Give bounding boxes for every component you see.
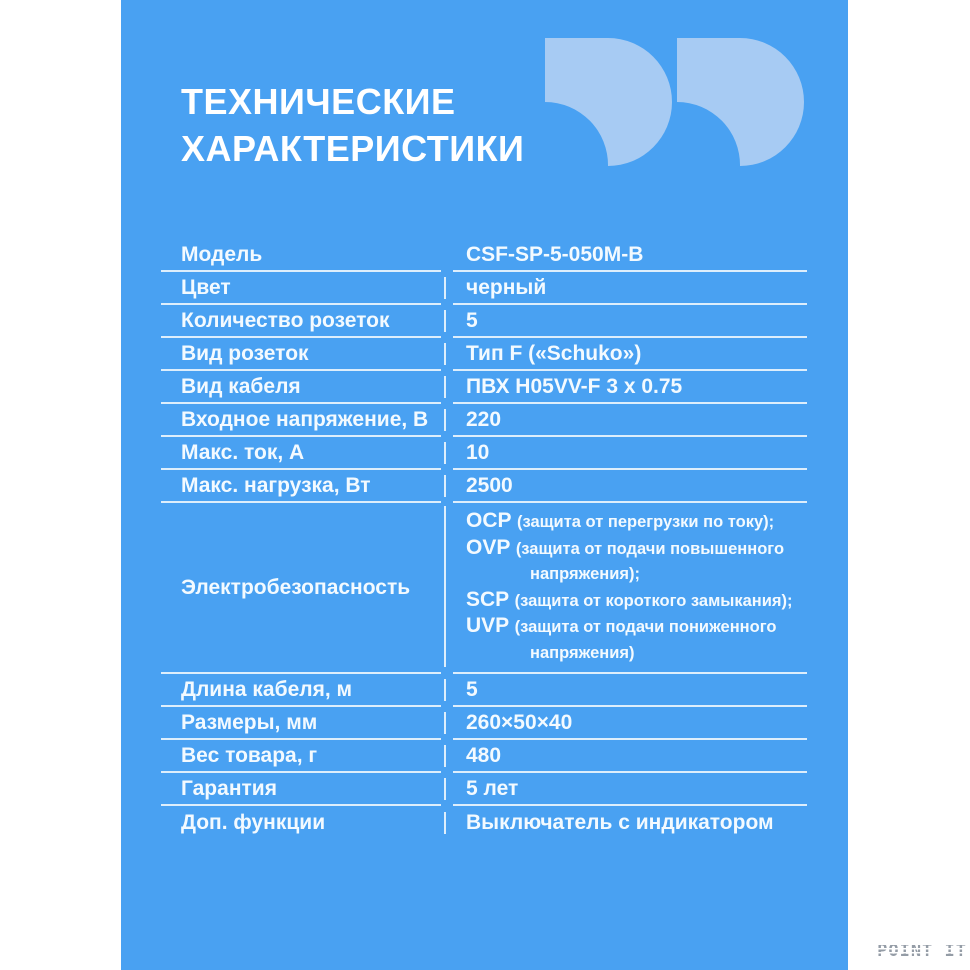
row-value xyxy=(453,707,807,740)
protection-item xyxy=(466,588,807,614)
quote-mark-icon xyxy=(677,38,804,167)
table-row xyxy=(161,674,807,707)
row-value-text: Тип F («Schuko») xyxy=(466,341,642,365)
protection-item xyxy=(466,509,807,535)
row-value-text: 5 лет xyxy=(466,776,519,800)
column-separator-line xyxy=(444,506,446,667)
row-value xyxy=(453,338,807,371)
row-value xyxy=(453,773,807,806)
table-row xyxy=(161,239,807,272)
row-value-text: 480 xyxy=(466,743,502,767)
row-label: Электробезопасность xyxy=(161,503,441,674)
table-row xyxy=(161,503,807,674)
table-row xyxy=(161,437,807,470)
row-label: Доп. функции xyxy=(181,810,326,834)
column-separator-bar xyxy=(444,277,446,299)
row-value-text: Выключатель с индикатором xyxy=(466,810,774,834)
row-value xyxy=(453,437,807,470)
row-value-text: 5 xyxy=(466,677,478,701)
table-row xyxy=(161,338,807,371)
column-separator-bar xyxy=(444,310,446,332)
column-separator-bar xyxy=(444,778,446,800)
row-label: Вид розеток xyxy=(161,338,441,371)
row-label: Модель xyxy=(161,239,441,272)
row-label: Макс. нагрузка, Вт xyxy=(161,470,441,503)
table-row xyxy=(161,773,807,806)
page-title xyxy=(181,78,524,172)
row-label: Входное напряжение, В xyxy=(161,404,441,437)
row-value xyxy=(453,503,807,674)
protection-item xyxy=(466,536,807,587)
protection-code: OCP xyxy=(466,509,517,532)
row-label: Длина кабеля, м xyxy=(161,674,441,707)
table-row xyxy=(161,806,807,839)
column-separator-bar xyxy=(444,376,446,398)
row-value xyxy=(453,470,807,503)
protection-desc: (защита от подачи пониженного напряжения) xyxy=(514,618,777,662)
row-label: Количество розеток xyxy=(161,305,441,338)
protection-code: UVP xyxy=(466,614,515,637)
quote-marks xyxy=(545,38,805,167)
protection-desc: (защита от перегрузки по току); xyxy=(516,513,775,531)
row-value xyxy=(453,305,807,338)
row-value-text: 260×50×40 xyxy=(466,710,573,734)
table-row xyxy=(161,272,807,305)
column-separator-bar xyxy=(444,409,446,431)
protection-code: SCP xyxy=(466,587,515,611)
table-row xyxy=(161,305,807,338)
page-title-line1: ТЕХНИЧЕСКИЕ xyxy=(181,81,456,122)
spec-table xyxy=(161,239,807,839)
protection-desc: (защита от короткого замыкания); xyxy=(514,591,793,610)
column-separator-bar xyxy=(444,475,446,497)
watermark: POINT IT xyxy=(877,941,967,961)
column-separator-bar xyxy=(444,442,446,464)
row-value-text: 5 xyxy=(466,308,478,332)
table-row xyxy=(161,740,807,773)
table-row xyxy=(161,404,807,437)
column-separator-bar xyxy=(444,679,446,701)
product-spec-card xyxy=(121,0,848,970)
row-value xyxy=(453,674,807,707)
row-label: Вид кабеля xyxy=(161,371,441,404)
protection-desc: (защита от подачи повышенного напряжения); xyxy=(515,539,785,583)
column-separator-bar xyxy=(444,712,446,734)
page-title-line2: ХАРАКТЕРИСТИКИ xyxy=(181,128,525,169)
row-label: Вес товара, г xyxy=(161,740,441,773)
row-label: Гарантия xyxy=(161,773,441,806)
row-label: Цвет xyxy=(161,272,441,305)
column-separator-bar xyxy=(444,812,446,834)
row-value-text: CSF-SP-5-050M-B xyxy=(466,242,644,266)
table-row xyxy=(161,371,807,404)
protection-item xyxy=(466,614,807,665)
row-label: Макс. ток, А xyxy=(161,437,441,470)
row-label: Размеры, мм xyxy=(161,707,441,740)
table-row xyxy=(161,707,807,740)
row-value xyxy=(453,806,807,839)
row-value xyxy=(453,740,807,773)
row-value xyxy=(453,371,807,404)
row-value-text: черный xyxy=(466,275,547,299)
table-row xyxy=(161,470,807,503)
protection-code: OVP xyxy=(466,535,516,559)
row-value xyxy=(453,272,807,305)
row-value xyxy=(453,404,807,437)
column-separator-bar xyxy=(444,745,446,767)
row-value-text: 10 xyxy=(466,440,490,464)
row-value xyxy=(453,239,807,272)
row-value-text: ПВХ H05VV-F 3 x 0.75 xyxy=(466,374,683,398)
quote-mark-icon xyxy=(545,38,672,167)
column-separator-bar xyxy=(444,343,446,365)
row-value-text: 2500 xyxy=(466,473,513,497)
row-value-text: 220 xyxy=(466,407,502,431)
